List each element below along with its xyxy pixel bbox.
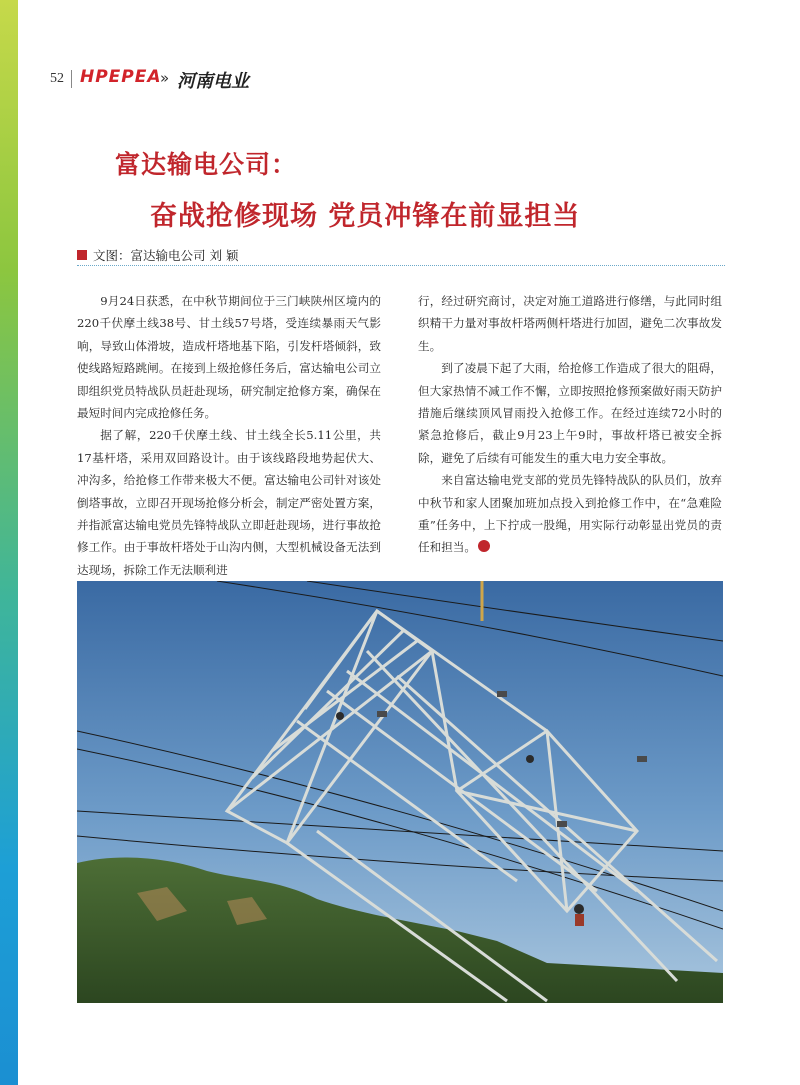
paragraph: 到了凌晨下起了大雨，给抢修工作造成了很大的阻碍，但大家热情不减工作不懈，立即按照抢修预案做好雨天防护措施后继续顶风冒雨投入抢修工作。在经过连续72小时的紧急抢修后，截止9月23上午9时，事故杆塔已被安全拆除，避免了后续有可能发生的重大电力安全事故。 bbox=[418, 361, 722, 465]
paragraph: 据了解，220千伏摩土线、甘土线全长5.11公里，共17基杆塔，采用双回路设计。由于该线路段地势起伏大、冲沟多，给抢修工作带来极大不便。富达输电公司针对该处倒塔事故，立即召开现场抢修分析会，制定严密处置方案，并指派富达输电党员先锋特战队立即赶赴现场，进行事故抢修工作。由于事故杆塔处于山沟内侧，大型机械设备无法到达现场，拆除工作无法顺利进 bbox=[77, 428, 381, 577]
side-color-bar bbox=[0, 0, 18, 1085]
red-square-icon bbox=[77, 250, 87, 260]
article-column-right bbox=[418, 290, 722, 559]
double-chevron-icon: » bbox=[160, 69, 170, 87]
article-title-line1: 富达输电公司： bbox=[115, 150, 298, 179]
paragraph: 9月24日获悉，在中秋节期间位于三门峡陕州区境内的220千伏摩土线38号、甘土线57号塔，受连续暴雨天气影响，导致山体滑坡，造成杆塔地基下陷，引发杆塔倾斜，致使线路短路跳闸。在接到上级抢修任务后，富达输电公司立即组织党员特战队员赶赴现场，研究制定抢修方案，确保在最短时间内完成抢修任务。 bbox=[77, 294, 381, 421]
article-title-line2: 奋战抢修现场 党员冲锋在前显担当 bbox=[150, 201, 581, 232]
byline bbox=[77, 246, 725, 264]
magazine-logo-chinese: 河南电业 bbox=[177, 71, 249, 92]
byline-divider bbox=[77, 265, 725, 266]
page-header bbox=[30, 68, 330, 92]
article-photo-transmission-tower bbox=[77, 581, 723, 1003]
page-number: 52 bbox=[50, 71, 64, 86]
end-mark-icon bbox=[478, 540, 490, 552]
paragraph-continued: 行，经过研究商讨，决定对施工道路进行修缮，与此同时组织精干力量对事故杆塔两侧杆塔进行加固，避免二次事故发生。 bbox=[418, 294, 722, 353]
paragraph-text: 来自富达输电党支部的党员先锋特战队的队员们，放弃中秋节和家人团聚加班加点投入到抢修工作中，在“急难险重”任务中，上下拧成一股绳，用实际行动彰显出党员的责任和担当。 bbox=[418, 473, 722, 555]
paragraph-final bbox=[418, 469, 722, 559]
magazine-logo-latin: HPEPEA bbox=[80, 67, 162, 87]
header-divider bbox=[71, 70, 72, 88]
byline-text: 文图：富达输电公司 刘 颖 bbox=[93, 248, 239, 263]
article-column-left bbox=[77, 290, 381, 581]
